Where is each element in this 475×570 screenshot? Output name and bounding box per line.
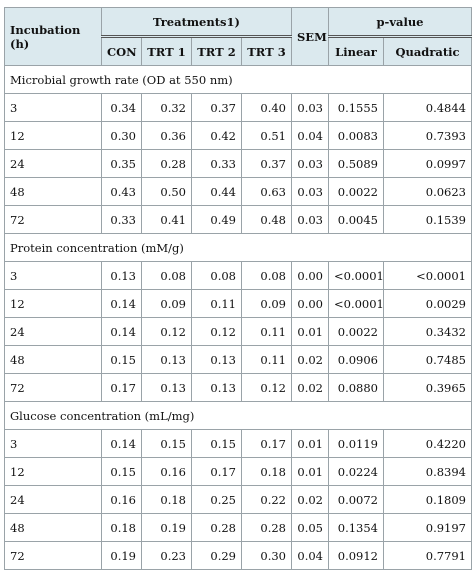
value-cell: 0.25 [192, 486, 242, 514]
table-row [5, 486, 472, 514]
value-cell: 0.0912 [329, 542, 384, 570]
value-cell: 0.09 [142, 290, 192, 318]
table-row [5, 262, 472, 290]
value-cell: 0.0072 [329, 486, 384, 514]
value-cell: 0.13 [142, 374, 192, 402]
table-row [5, 542, 472, 570]
value-cell: 0.11 [192, 290, 242, 318]
value-cell: 0.5089 [329, 150, 384, 178]
value-cell: 0.13 [192, 374, 242, 402]
value-cell: 0.1539 [384, 206, 472, 234]
table-row [5, 374, 472, 402]
value-cell: 0.63 [242, 178, 292, 206]
value-cell: 0.34 [102, 94, 142, 122]
table-row [5, 514, 472, 542]
section-title: Protein concentration (mM/g) [5, 234, 472, 262]
value-cell: <0.0001 [329, 290, 384, 318]
value-cell: 0.0045 [329, 206, 384, 234]
value-cell: 0.30 [102, 122, 142, 150]
header-incubation: Incubation (h) [5, 8, 102, 66]
section-row [5, 402, 472, 430]
value-cell: 0.01 [292, 430, 329, 458]
value-cell: 0.0224 [329, 458, 384, 486]
incubation-cell: 12 [5, 290, 102, 318]
value-cell: 0.17 [192, 458, 242, 486]
value-cell: 0.14 [102, 430, 142, 458]
value-cell: 0.0906 [329, 346, 384, 374]
value-cell: 0.01 [292, 458, 329, 486]
header-trt2: TRT 2 [192, 37, 242, 66]
value-cell: 0.08 [192, 262, 242, 290]
value-cell: 0.0083 [329, 122, 384, 150]
value-cell: 0.13 [192, 346, 242, 374]
value-cell: <0.0001 [384, 262, 472, 290]
value-cell: 0.36 [142, 122, 192, 150]
value-cell: 0.7485 [384, 346, 472, 374]
value-cell: 0.03 [292, 94, 329, 122]
value-cell: 0.37 [242, 150, 292, 178]
value-cell: 0.1809 [384, 486, 472, 514]
value-cell: 0.19 [102, 542, 142, 570]
value-cell: 0.22 [242, 486, 292, 514]
value-cell: 0.3432 [384, 318, 472, 346]
value-cell: 0.02 [292, 346, 329, 374]
value-cell: 0.0119 [329, 430, 384, 458]
value-cell: 0.17 [242, 430, 292, 458]
value-cell: 0.33 [102, 206, 142, 234]
value-cell: 0.28 [142, 150, 192, 178]
table-row [5, 206, 472, 234]
value-cell: 0.15 [192, 430, 242, 458]
header-quadratic: Quadratic [384, 37, 472, 66]
value-cell: 0.08 [242, 262, 292, 290]
value-cell: 0.43 [102, 178, 142, 206]
header-trt3: TRT 3 [242, 37, 292, 66]
value-cell: 0.13 [142, 346, 192, 374]
value-cell: 0.00 [292, 290, 329, 318]
value-cell: 0.12 [242, 374, 292, 402]
incubation-cell: 24 [5, 486, 102, 514]
header-p-value: p-value [329, 8, 472, 37]
value-cell: 0.44 [192, 178, 242, 206]
value-cell: 0.12 [142, 318, 192, 346]
header-linear: Linear [329, 37, 384, 66]
value-cell: 0.14 [102, 318, 142, 346]
value-cell: 0.7393 [384, 122, 472, 150]
table-row [5, 458, 472, 486]
value-cell: 0.01 [292, 318, 329, 346]
value-cell: 0.04 [292, 122, 329, 150]
value-cell: 0.40 [242, 94, 292, 122]
section-title: Glucose concentration (mL/mg) [5, 402, 472, 430]
incubation-cell: 3 [5, 430, 102, 458]
value-cell: 0.16 [102, 486, 142, 514]
incubation-cell: 12 [5, 458, 102, 486]
value-cell: 0.04 [292, 542, 329, 570]
value-cell: 0.29 [192, 542, 242, 570]
value-cell: 0.19 [142, 514, 192, 542]
value-cell: 0.48 [242, 206, 292, 234]
table-row [5, 290, 472, 318]
value-cell: 0.23 [142, 542, 192, 570]
incubation-cell: 48 [5, 178, 102, 206]
incubation-cell: 48 [5, 346, 102, 374]
table-row [5, 346, 472, 374]
value-cell: 0.08 [142, 262, 192, 290]
value-cell: 0.03 [292, 178, 329, 206]
table-row [5, 318, 472, 346]
section-row [5, 234, 472, 262]
value-cell: 0.8394 [384, 458, 472, 486]
value-cell: 0.51 [242, 122, 292, 150]
table-row [5, 178, 472, 206]
value-cell: 0.49 [192, 206, 242, 234]
value-cell: 0.15 [102, 458, 142, 486]
header-treatments: Treatments1) [102, 8, 292, 37]
value-cell: 0.35 [102, 150, 142, 178]
value-cell: 0.9197 [384, 514, 472, 542]
incubation-cell: 3 [5, 94, 102, 122]
value-cell: 0.0022 [329, 318, 384, 346]
value-cell: 0.7791 [384, 542, 472, 570]
value-cell: 0.12 [192, 318, 242, 346]
value-cell: 0.0880 [329, 374, 384, 402]
value-cell: 0.15 [102, 346, 142, 374]
value-cell: 0.1354 [329, 514, 384, 542]
incubation-cell: 72 [5, 206, 102, 234]
incubation-cell: 24 [5, 318, 102, 346]
value-cell: 0.02 [292, 486, 329, 514]
value-cell: 0.1555 [329, 94, 384, 122]
table-row [5, 122, 472, 150]
value-cell: 0.32 [142, 94, 192, 122]
table-row [5, 430, 472, 458]
incubation-cell: 48 [5, 514, 102, 542]
value-cell: 0.28 [192, 514, 242, 542]
value-cell: 0.4220 [384, 430, 472, 458]
incubation-cell: 3 [5, 262, 102, 290]
value-cell: 0.18 [102, 514, 142, 542]
value-cell: 0.30 [242, 542, 292, 570]
value-cell: 0.05 [292, 514, 329, 542]
value-cell: 0.03 [292, 206, 329, 234]
value-cell: 0.33 [192, 150, 242, 178]
value-cell: 0.0623 [384, 178, 472, 206]
incubation-cell: 12 [5, 122, 102, 150]
value-cell: 0.13 [102, 262, 142, 290]
results-table-container [4, 7, 471, 570]
value-cell: 0.11 [242, 346, 292, 374]
table-body [5, 66, 472, 570]
table-row [5, 94, 472, 122]
value-cell: 0.0022 [329, 178, 384, 206]
header-trt1: TRT 1 [142, 37, 192, 66]
value-cell: 0.02 [292, 374, 329, 402]
value-cell: 0.50 [142, 178, 192, 206]
value-cell: 0.16 [142, 458, 192, 486]
value-cell: 0.15 [142, 430, 192, 458]
value-cell: 0.28 [242, 514, 292, 542]
value-cell: 0.3965 [384, 374, 472, 402]
value-cell: 0.42 [192, 122, 242, 150]
table-header [5, 8, 472, 66]
table-row [5, 150, 472, 178]
section-title: Microbial growth rate (OD at 550 nm) [5, 66, 472, 94]
value-cell: 0.41 [142, 206, 192, 234]
value-cell: <0.0001 [329, 262, 384, 290]
value-cell: 0.18 [242, 458, 292, 486]
value-cell: 0.37 [192, 94, 242, 122]
value-cell: 0.0029 [384, 290, 472, 318]
value-cell: 0.09 [242, 290, 292, 318]
incubation-cell: 24 [5, 150, 102, 178]
value-cell: 0.00 [292, 262, 329, 290]
incubation-cell: 72 [5, 374, 102, 402]
header-con: CON [102, 37, 142, 66]
header-sem: SEM [292, 8, 329, 66]
value-cell: 0.0997 [384, 150, 472, 178]
value-cell: 0.4844 [384, 94, 472, 122]
results-table [4, 7, 472, 570]
value-cell: 0.11 [242, 318, 292, 346]
value-cell: 0.18 [142, 486, 192, 514]
incubation-cell: 72 [5, 542, 102, 570]
value-cell: 0.14 [102, 290, 142, 318]
value-cell: 0.17 [102, 374, 142, 402]
section-row [5, 66, 472, 94]
value-cell: 0.03 [292, 150, 329, 178]
